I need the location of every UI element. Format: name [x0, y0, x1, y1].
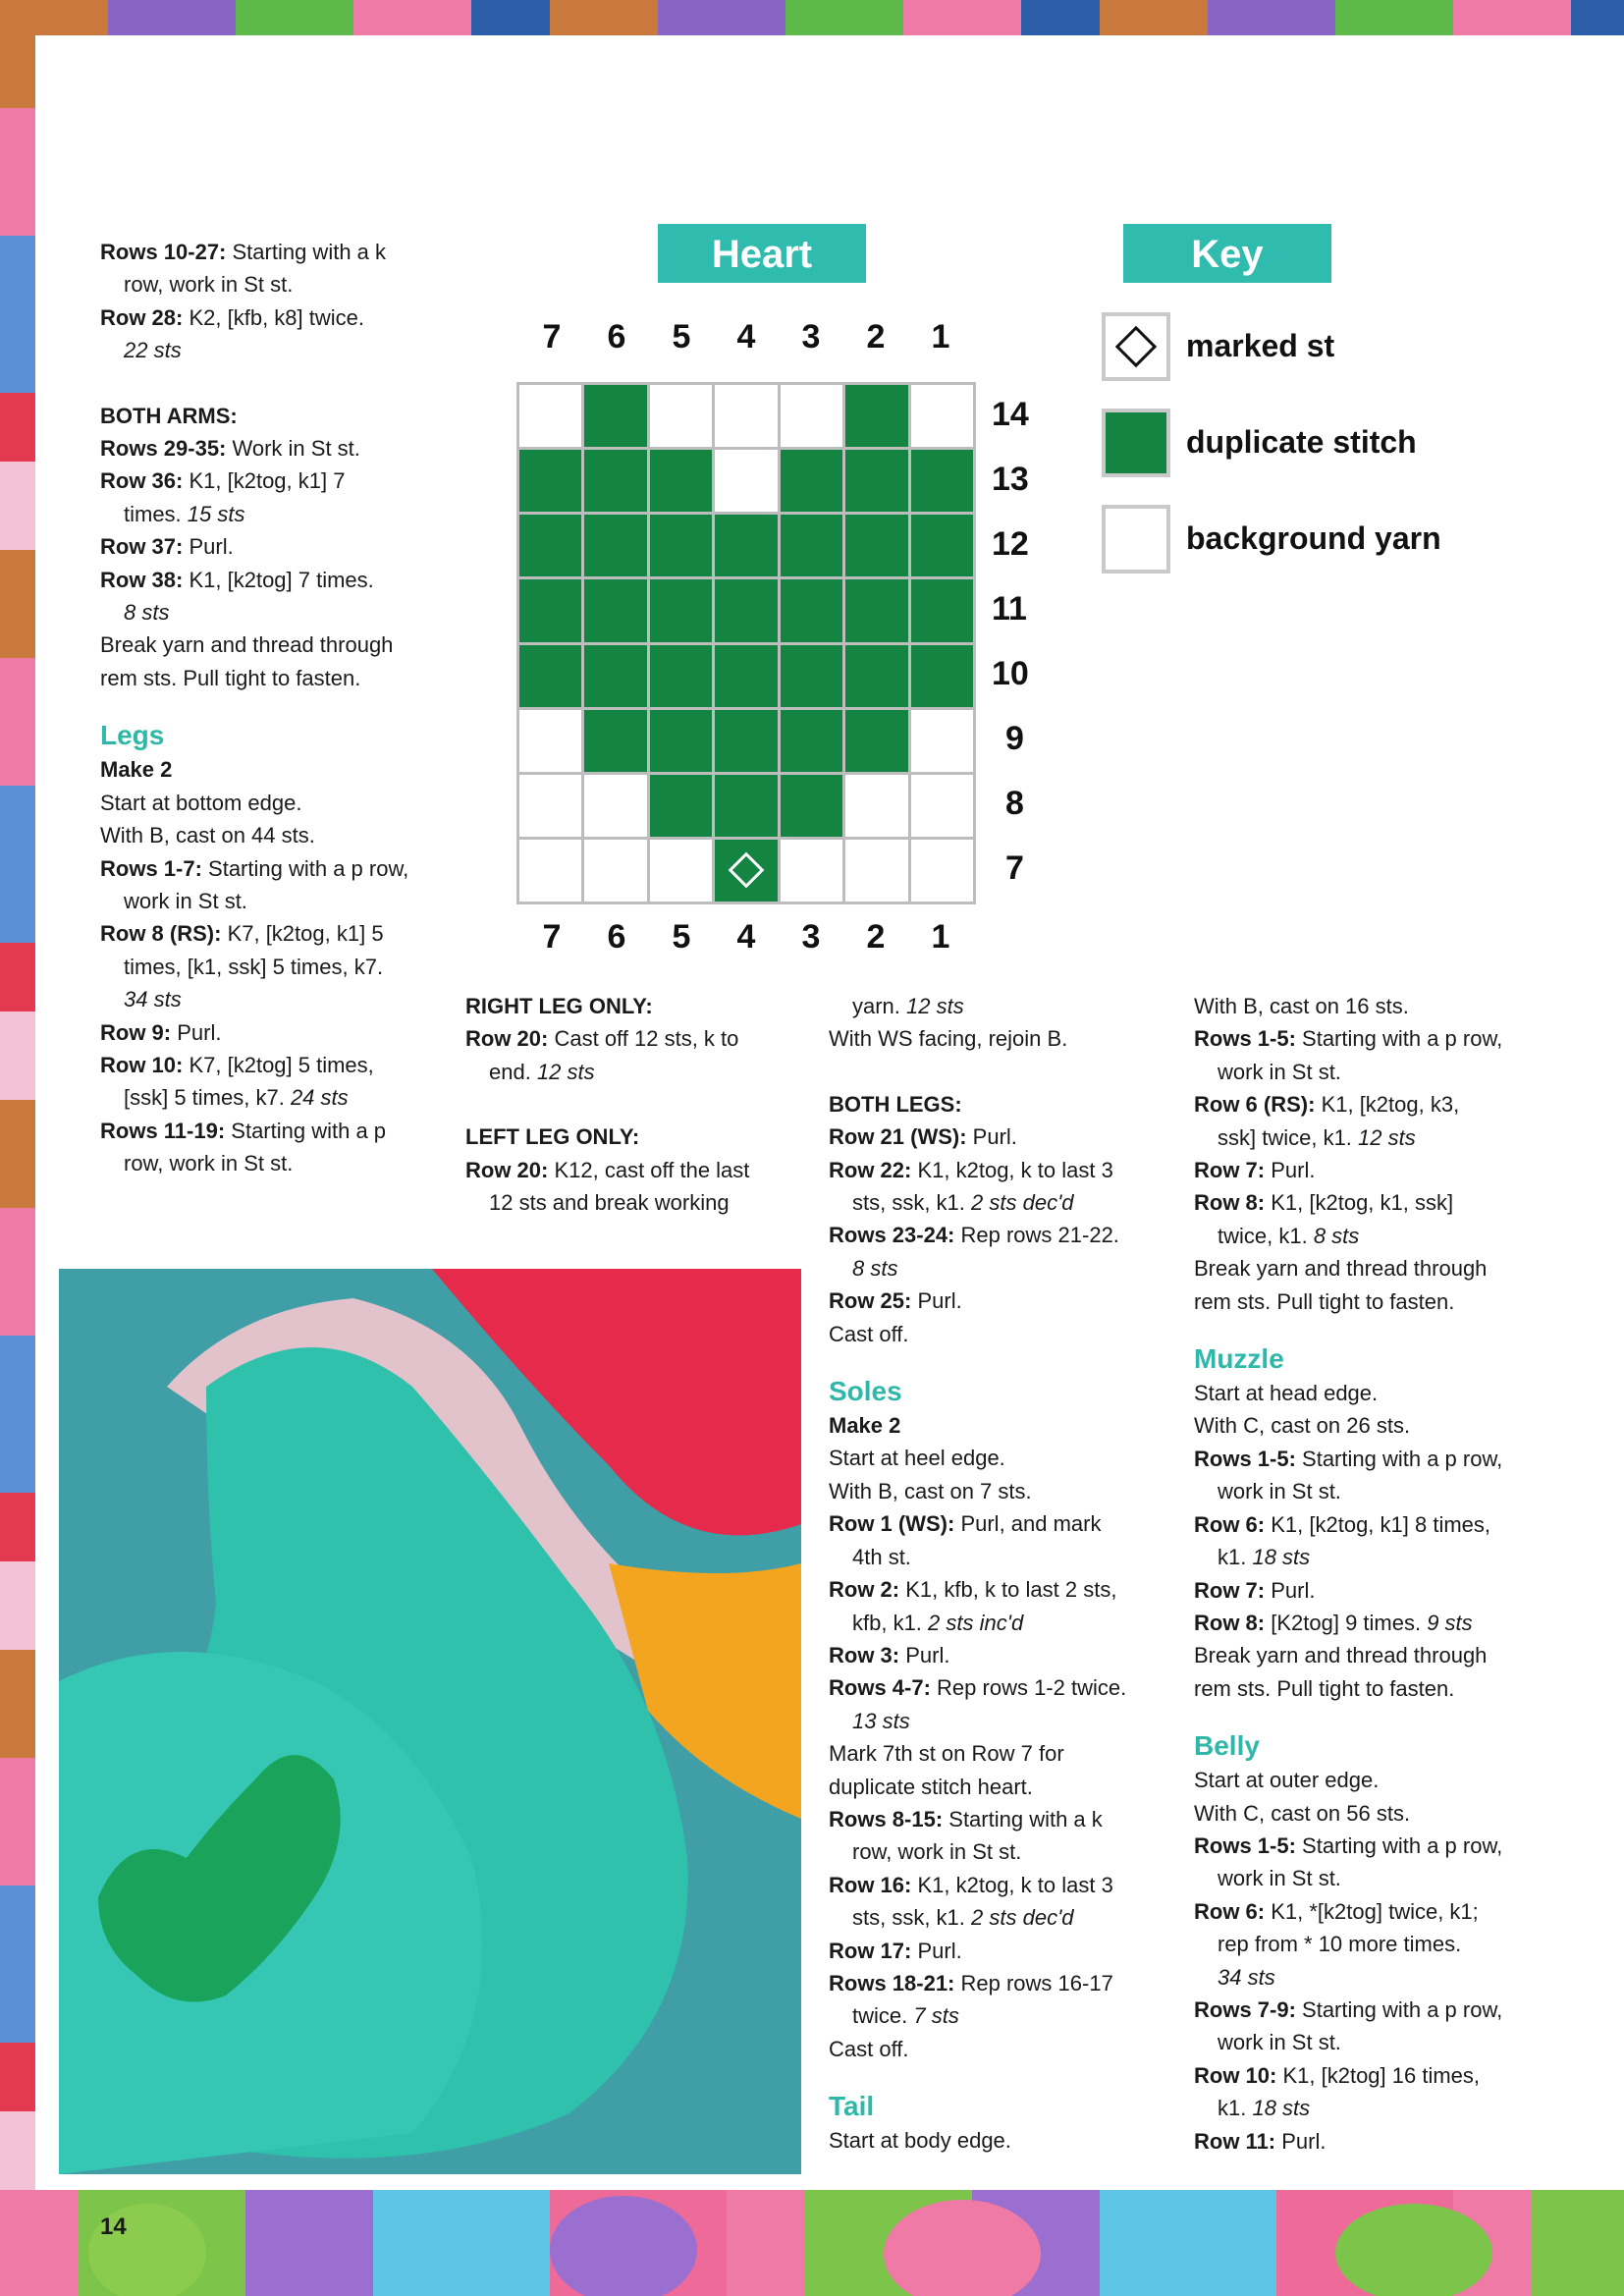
- row-text: Starting with a p row,: [1295, 1026, 1503, 1052]
- row-label: Row 6:: [1194, 1898, 1266, 1924]
- row-label: Row 8:: [1194, 1610, 1266, 1635]
- chart-cell-duplicate-stitch: [519, 645, 581, 707]
- row-text: k1.: [1218, 2096, 1253, 2121]
- row-text: K1, kfb, k to last 2 sts,: [899, 1577, 1117, 1603]
- chart-cell-duplicate-stitch: [650, 775, 712, 837]
- stitch-count: 22 sts: [124, 338, 182, 363]
- column-number: 3: [801, 918, 821, 956]
- row-text: Work in St st.: [226, 436, 360, 462]
- column-number: 7: [542, 318, 562, 355]
- chart-cell-background: [715, 385, 777, 447]
- stitch-count: 9 sts: [1427, 1610, 1473, 1635]
- stitch-count: 12 sts: [1358, 1124, 1416, 1150]
- text-column-1: [100, 236, 463, 1180]
- row-text: rep from * 10 more times.: [1218, 1932, 1462, 1957]
- column-number: 7: [542, 918, 562, 956]
- row-label: Row 6 (RS):: [1194, 1092, 1316, 1118]
- row-text: Starting with a p row,: [1295, 1446, 1503, 1471]
- row-label: Row 10:: [100, 1052, 184, 1077]
- chart-cell-duplicate-stitch: [519, 579, 581, 641]
- chart-cell-duplicate-stitch: [911, 515, 973, 576]
- row-text: K1, k2tog, k to last 3: [911, 1872, 1113, 1897]
- chart-column-numbers-bottom: [516, 918, 976, 961]
- bear-face-decoration: [1335, 2204, 1492, 2296]
- chart-cell-duplicate-stitch: [715, 710, 777, 772]
- column-number: 5: [672, 918, 691, 956]
- row-text: K1, [k2tog, k1] 8 times,: [1265, 1511, 1491, 1537]
- chart-cell-background: [781, 385, 842, 447]
- chart-cell-duplicate-stitch: [845, 645, 907, 707]
- heart-chart-title: Heart: [658, 224, 866, 283]
- row-text: K12, cast off the last: [548, 1157, 750, 1182]
- row-text: Rep rows 21-22.: [954, 1223, 1119, 1248]
- row-text: work in St st.: [1218, 1059, 1341, 1084]
- instruction-text: Start at body edge.: [829, 2128, 1011, 2154]
- row-label: Rows 7-9:: [1194, 1996, 1296, 2022]
- instruction-text: Start at bottom edge.: [100, 790, 302, 815]
- make-count: Make 2: [100, 757, 173, 783]
- section-heading-soles: Soles: [829, 1376, 902, 1407]
- bear-face-decoration: [884, 2200, 1041, 2296]
- chart-cell-background: [519, 710, 581, 772]
- chart-cell-marked: [715, 840, 777, 902]
- column-number: 6: [607, 318, 626, 355]
- row-number: 11: [992, 590, 1027, 628]
- row-text: K1, *[k2tog] twice, k1;: [1265, 1898, 1479, 1924]
- row-text: Cast off 12 sts, k to: [548, 1026, 739, 1052]
- row-text: K2, [kfb, k8] twice.: [183, 304, 364, 330]
- chart-cell-duplicate-stitch: [781, 579, 842, 641]
- chart-cell-duplicate-stitch: [650, 515, 712, 576]
- chart-cell-duplicate-stitch: [781, 645, 842, 707]
- row-text: end.: [489, 1059, 537, 1084]
- chart-cell-duplicate-stitch: [715, 645, 777, 707]
- row-number: 9: [1005, 720, 1024, 757]
- row-text: yarn.: [852, 994, 907, 1018]
- column-number: 6: [607, 918, 626, 956]
- chart-cell-duplicate-stitch: [519, 515, 581, 576]
- row-text: work in St st.: [1218, 1479, 1341, 1504]
- row-label: Rows 8-15:: [829, 1806, 944, 1831]
- row-text: Purl.: [1265, 1158, 1316, 1183]
- row-text: K7, [k2tog] 5 times,: [183, 1052, 374, 1077]
- chart-cell-duplicate-stitch: [845, 515, 907, 576]
- chart-cell-background: [519, 775, 581, 837]
- row-label: Row 3:: [829, 1642, 900, 1667]
- subheading: RIGHT LEG ONLY:: [465, 994, 653, 1018]
- row-text: ssk] twice, k1.: [1218, 1124, 1359, 1150]
- row-label: Row 38:: [100, 567, 184, 592]
- instruction-text: Start at outer edge.: [1194, 1768, 1380, 1793]
- row-text: times, [k1, ssk] 5 times, k7.: [124, 954, 384, 979]
- instruction-text: Start at head edge.: [1194, 1381, 1379, 1406]
- chart-cell-background: [911, 385, 973, 447]
- row-label: Rows 29-35:: [100, 436, 227, 462]
- stitch-count: 15 sts: [187, 501, 245, 526]
- row-label: Row 8:: [1194, 1190, 1266, 1216]
- row-text: Purl.: [966, 1124, 1017, 1150]
- stitch-count: 18 sts: [1252, 1545, 1311, 1570]
- section-heading-belly: Belly: [1194, 1730, 1260, 1762]
- row-text: Rep rows 16-17: [954, 1970, 1113, 1995]
- row-label: Row 9:: [100, 1019, 172, 1045]
- row-text: Purl.: [911, 1288, 962, 1314]
- stitch-count: 8 sts: [124, 600, 170, 626]
- chart-column-numbers-top: [516, 318, 976, 361]
- key-duplicate-swatch: [1102, 409, 1170, 477]
- text-column-3: [829, 990, 1192, 2158]
- instruction-text: Cast off.: [829, 2036, 909, 2061]
- key-background-swatch: [1102, 505, 1170, 574]
- chart-cell-background: [584, 775, 646, 837]
- decorative-border-left: [0, 0, 35, 2296]
- chart-cell-duplicate-stitch: [584, 710, 646, 772]
- instruction-text: Break yarn and thread through: [1194, 1643, 1488, 1668]
- row-label: Row 28:: [100, 304, 184, 330]
- instruction-text: Break yarn and thread through: [100, 632, 394, 658]
- decorative-border-top: [0, 0, 1624, 35]
- row-label: Row 20:: [465, 1157, 549, 1182]
- instruction-text: With B, cast on 16 sts.: [1194, 994, 1409, 1018]
- column-number: 4: [736, 918, 756, 956]
- row-text: Purl.: [1265, 1577, 1316, 1603]
- subheading: BOTH ARMS:: [100, 403, 238, 428]
- stitch-count: 2 sts inc'd: [928, 1610, 1024, 1635]
- row-label: Row 22:: [829, 1157, 912, 1182]
- chart-cell-duplicate-stitch: [781, 450, 842, 512]
- chart-cell-duplicate-stitch: [911, 450, 973, 512]
- row-label: Rows 1-5:: [1194, 1446, 1296, 1471]
- chart-cell-duplicate-stitch: [519, 450, 581, 512]
- instruction-text: Start at heel edge.: [829, 1446, 1005, 1471]
- knitted-leg-photo: [59, 1269, 801, 2174]
- key-title: Key: [1123, 224, 1331, 283]
- chart-cell-duplicate-stitch: [845, 710, 907, 772]
- section-heading-legs: Legs: [100, 720, 165, 751]
- stitch-count: 12 sts: [536, 1059, 595, 1084]
- chart-cell-duplicate-stitch: [584, 645, 646, 707]
- chart-cell-duplicate-stitch: [650, 645, 712, 707]
- chart-cell-duplicate-stitch: [781, 515, 842, 576]
- row-text: Starting with a k: [226, 240, 387, 264]
- row-label: Rows 23-24:: [829, 1223, 955, 1248]
- row-text: 12 sts and break working: [489, 1190, 730, 1216]
- stitch-count: 18 sts: [1252, 2096, 1311, 2121]
- stitch-count: 7 sts: [913, 2003, 959, 2029]
- heart-chart-grid: [516, 382, 976, 904]
- subheading: BOTH LEGS:: [829, 1091, 962, 1117]
- key-marked-swatch: [1102, 312, 1170, 381]
- diamond-icon: [729, 852, 765, 889]
- row-number: 8: [1005, 785, 1024, 822]
- chart-cell-background: [845, 840, 907, 902]
- row-label: Rows 4-7:: [829, 1675, 931, 1701]
- row-label: Row 2:: [829, 1577, 900, 1603]
- chart-cell-background: [519, 840, 581, 902]
- text-column-2: [465, 990, 819, 1219]
- instruction-text: With C, cast on 26 sts.: [1194, 1413, 1411, 1439]
- row-text: work in St st.: [124, 888, 247, 913]
- stitch-count: 2 sts dec'd: [971, 1190, 1074, 1216]
- column-number: 3: [801, 318, 821, 355]
- row-text: Starting with a p row,: [1295, 1832, 1503, 1858]
- row-label: Row 6:: [1194, 1511, 1266, 1537]
- subheading: LEFT LEG ONLY:: [465, 1124, 640, 1150]
- instruction-text: rem sts. Pull tight to fasten.: [100, 665, 361, 690]
- chart-cell-background: [715, 450, 777, 512]
- row-number: 14: [992, 396, 1029, 433]
- column-number: 2: [866, 318, 886, 355]
- chart-cell-background: [781, 840, 842, 902]
- row-label: Rows 1-5:: [1194, 1832, 1296, 1858]
- stitch-count: 2 sts dec'd: [971, 1905, 1074, 1931]
- row-text: 4th st.: [852, 1544, 911, 1569]
- row-label: Row 25:: [829, 1288, 912, 1314]
- row-text: [K2tog] 9 times.: [1265, 1610, 1428, 1635]
- chart-cell-background: [650, 840, 712, 902]
- row-text: Starting with a p row,: [1295, 1996, 1503, 2022]
- row-text: row, work in St st.: [124, 272, 294, 298]
- row-text: kfb, k1.: [852, 1610, 929, 1635]
- row-text: times.: [124, 501, 188, 526]
- row-text: Rep rows 1-2 twice.: [930, 1675, 1127, 1701]
- chart-cell-duplicate-stitch: [584, 385, 646, 447]
- chart-cell-background: [911, 710, 973, 772]
- stitch-count: 34 sts: [1218, 1964, 1275, 1990]
- column-number: 1: [931, 918, 950, 956]
- row-text: K1, [k2tog] 16 times,: [1276, 2062, 1481, 2088]
- row-number: 10: [992, 655, 1029, 692]
- chart-cell-duplicate-stitch: [845, 579, 907, 641]
- instruction-text: duplicate stitch heart.: [829, 1774, 1033, 1799]
- row-text: sts, ssk, k1.: [852, 1190, 972, 1216]
- row-label: Row 7:: [1194, 1158, 1266, 1183]
- row-label: Row 16:: [829, 1872, 912, 1897]
- column-number: 1: [931, 318, 950, 355]
- chart-cell-background: [911, 775, 973, 837]
- column-number: 5: [672, 318, 691, 355]
- instruction-text: With WS facing, rejoin B.: [829, 1026, 1068, 1052]
- row-label: Row 37:: [100, 534, 184, 560]
- row-text: row, work in St st.: [852, 1839, 1022, 1865]
- row-label: Row 17:: [829, 1938, 912, 1963]
- row-text: K1, [k2tog, k1, ssk]: [1265, 1190, 1454, 1216]
- row-label: Rows 10-27:: [100, 240, 227, 264]
- row-label: Row 36:: [100, 468, 184, 494]
- instruction-text: Break yarn and thread through: [1194, 1256, 1488, 1282]
- row-text: sts, ssk, k1.: [852, 1905, 972, 1931]
- stitch-count: 8 sts: [1313, 1223, 1360, 1248]
- row-text: Purl.: [171, 1019, 222, 1045]
- row-label: Row 20:: [465, 1026, 549, 1052]
- chart-cell-duplicate-stitch: [911, 645, 973, 707]
- instruction-text: With B, cast on 44 sts.: [100, 823, 315, 848]
- chart-cell-duplicate-stitch: [911, 579, 973, 641]
- column-number: 4: [736, 318, 756, 355]
- row-text: work in St st.: [1218, 2030, 1341, 2055]
- row-label: Row 7:: [1194, 1577, 1266, 1603]
- instruction-text: Cast off.: [829, 1321, 909, 1346]
- row-text: K1, k2tog, k to last 3: [911, 1157, 1113, 1182]
- chart-cell-duplicate-stitch: [715, 579, 777, 641]
- key-marked-label: marked st: [1186, 328, 1335, 363]
- instruction-text: With C, cast on 56 sts.: [1194, 1800, 1411, 1826]
- chart-cell-background: [519, 385, 581, 447]
- row-text: Purl.: [1275, 2128, 1326, 2154]
- key-background-label: background yarn: [1186, 520, 1441, 556]
- chart-cell-duplicate-stitch: [845, 385, 907, 447]
- column-number: 2: [866, 918, 886, 956]
- chart-cell-background: [845, 775, 907, 837]
- chart-cell-duplicate-stitch: [715, 775, 777, 837]
- row-label: Row 8 (RS):: [100, 921, 222, 947]
- row-number: 13: [992, 461, 1029, 498]
- instruction-text: rem sts. Pull tight to fasten.: [1194, 1288, 1455, 1314]
- row-label: Row 10:: [1194, 2062, 1277, 2088]
- row-text: Starting with a p row,: [201, 855, 409, 881]
- stitch-count: 24 sts: [290, 1085, 349, 1111]
- row-label: Rows 1-5:: [1194, 1026, 1296, 1052]
- row-text: Purl.: [899, 1642, 950, 1667]
- chart-cell-duplicate-stitch: [650, 579, 712, 641]
- stitch-count: 8 sts: [852, 1255, 898, 1281]
- row-label: Row 21 (WS):: [829, 1124, 967, 1150]
- row-text: k1.: [1218, 1545, 1253, 1570]
- row-text: row, work in St st.: [124, 1151, 294, 1176]
- chart-cell-background: [650, 385, 712, 447]
- chart-cell-background: [911, 840, 973, 902]
- chart-cell-duplicate-stitch: [584, 515, 646, 576]
- chart-cell-background: [584, 840, 646, 902]
- row-text: Purl, and mark: [954, 1511, 1102, 1537]
- chart-cell-duplicate-stitch: [781, 775, 842, 837]
- row-text: Purl.: [183, 534, 234, 560]
- row-text: work in St st.: [1218, 1866, 1341, 1891]
- row-label: Row 11:: [1194, 2128, 1276, 2154]
- row-text: K7, [k2tog, k1] 5: [221, 921, 384, 947]
- row-label: Row 1 (WS):: [829, 1511, 955, 1537]
- page-number: 14: [100, 2214, 127, 2240]
- knitted-leg-illustration: [59, 1269, 801, 2174]
- diamond-icon: [1115, 326, 1157, 367]
- stitch-count: 12 sts: [906, 994, 964, 1018]
- key-duplicate-label: duplicate stitch: [1186, 424, 1417, 460]
- make-count: Make 2: [829, 1413, 901, 1439]
- row-number: 7: [1005, 849, 1024, 887]
- chart-cell-duplicate-stitch: [650, 450, 712, 512]
- chart-cell-duplicate-stitch: [584, 579, 646, 641]
- row-text: Purl.: [911, 1938, 962, 1963]
- row-text: [ssk] 5 times, k7.: [124, 1085, 291, 1111]
- chart-cell-duplicate-stitch: [781, 710, 842, 772]
- row-label: Rows 1-7:: [100, 855, 202, 881]
- chart-cell-duplicate-stitch: [845, 450, 907, 512]
- row-text: twice.: [852, 2003, 914, 2029]
- section-heading-muzzle: Muzzle: [1194, 1343, 1284, 1375]
- chart-row-numbers: [992, 382, 1051, 904]
- row-text: K1, [k2tog, k3,: [1315, 1092, 1460, 1118]
- section-heading-tail: Tail: [829, 2091, 875, 2122]
- chart-cell-duplicate-stitch: [650, 710, 712, 772]
- row-text: Starting with a k: [943, 1806, 1103, 1831]
- row-text: twice, k1.: [1218, 1223, 1314, 1248]
- row-number: 12: [992, 525, 1029, 563]
- row-text: K1, [k2tog, k1] 7: [183, 468, 346, 494]
- row-text: Starting with a p: [225, 1118, 387, 1143]
- instruction-text: With B, cast on 7 sts.: [829, 1478, 1032, 1503]
- row-text: K1, [k2tog] 7 times.: [183, 567, 374, 592]
- decorative-border-bottom: [0, 2190, 1624, 2296]
- chart-cell-duplicate-stitch: [584, 450, 646, 512]
- instruction-text: Mark 7th st on Row 7 for: [829, 1741, 1064, 1767]
- chart-cell-duplicate-stitch: [715, 515, 777, 576]
- stitch-count: 13 sts: [852, 1708, 910, 1733]
- text-column-4: [1194, 990, 1567, 2158]
- row-label: Rows 18-21:: [829, 1970, 955, 1995]
- bear-face-decoration: [550, 2196, 697, 2296]
- instruction-text: rem sts. Pull tight to fasten.: [1194, 1675, 1455, 1701]
- row-label: Rows 11-19:: [100, 1118, 226, 1143]
- stitch-count: 34 sts: [124, 987, 182, 1012]
